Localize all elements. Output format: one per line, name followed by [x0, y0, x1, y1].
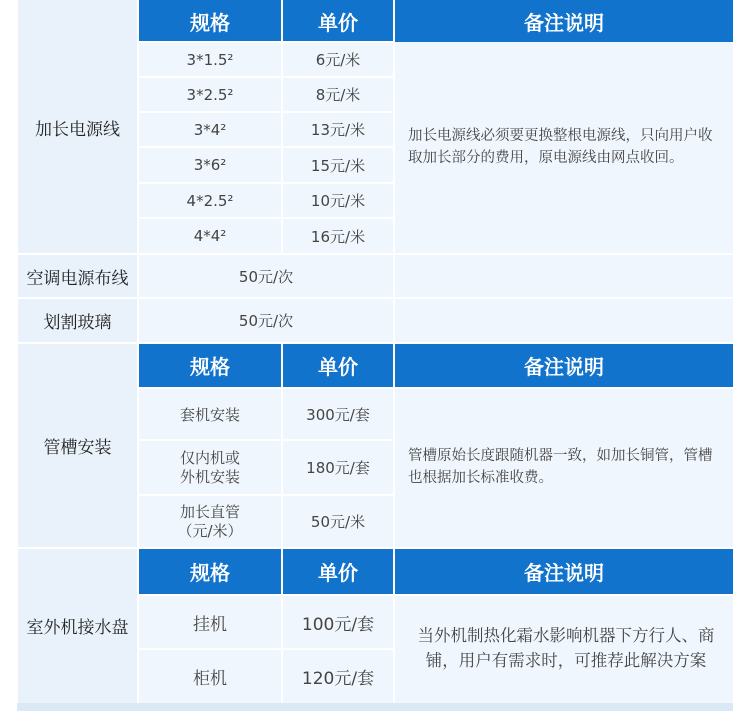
- spec-cell: 仅内机或 外机安装: [138, 440, 282, 495]
- note-power-cable: 加长电源线必须要更换整根电源线，只向用户收取加长部分的费用，原电源线由网点收回。: [394, 42, 734, 254]
- spec-cell: 套机安装: [138, 388, 282, 440]
- price-cell: 50元/次: [138, 298, 394, 343]
- price-cell: 300元/套: [282, 388, 394, 440]
- category-wiring: 空调电源布线: [17, 254, 138, 298]
- price-cell: 50元/次: [138, 254, 394, 298]
- header-spec: 规格: [138, 0, 282, 42]
- price-cell: 13元/米: [282, 112, 394, 147]
- header-price: 单价: [282, 343, 394, 388]
- spec-cell: 3*6²: [138, 147, 282, 183]
- header-spec: 规格: [138, 548, 282, 595]
- price-cell: 8元/米: [282, 77, 394, 112]
- price-cell: 6元/米: [282, 42, 394, 77]
- spec-cell: 4*4²: [138, 218, 282, 254]
- price-cell: 100元/套: [282, 595, 394, 649]
- header-note: 备注说明: [394, 548, 734, 595]
- category-glass-cut: 划割玻璃: [17, 298, 138, 343]
- price-cell: 16元/米: [282, 218, 394, 254]
- price-cell: 120元/套: [282, 649, 394, 703]
- note-empty: [394, 298, 734, 343]
- note-duct: 管槽原始长度跟随机器一致，如加长铜管，管槽也根据加长标准收费。: [394, 388, 734, 548]
- spec-cell: 3*2.5²: [138, 77, 282, 112]
- price-cell: 15元/米: [282, 147, 394, 183]
- spec-cell: 4*2.5²: [138, 183, 282, 218]
- spec-cell: 柜机: [138, 649, 282, 703]
- category-power-cable: 加长电源线: [17, 0, 138, 254]
- spec-cell: 挂机: [138, 595, 282, 649]
- header-note: 备注说明: [394, 0, 734, 42]
- price-cell: 10元/米: [282, 183, 394, 218]
- spec-cell: 3*1.5²: [138, 42, 282, 77]
- price-cell: 180元/套: [282, 440, 394, 495]
- header-note: 备注说明: [394, 343, 734, 388]
- header-price: 单价: [282, 0, 394, 42]
- note-drain-pan: 当外机制热化霜水影响机器下方行人、商铺，用户有需求时，可推荐此解决方案: [394, 595, 734, 703]
- category-duct-install: 管槽安装: [17, 343, 138, 548]
- category-drain-pan: 室外机接水盘: [17, 548, 138, 703]
- header-spec: 规格: [138, 343, 282, 388]
- price-cell: 50元/米: [282, 495, 394, 548]
- table-bottom-band: [17, 703, 733, 711]
- header-price: 单价: [282, 548, 394, 595]
- note-empty: [394, 254, 734, 298]
- spec-cell: 加长直管 （元/米）: [138, 495, 282, 548]
- spec-cell: 3*4²: [138, 112, 282, 147]
